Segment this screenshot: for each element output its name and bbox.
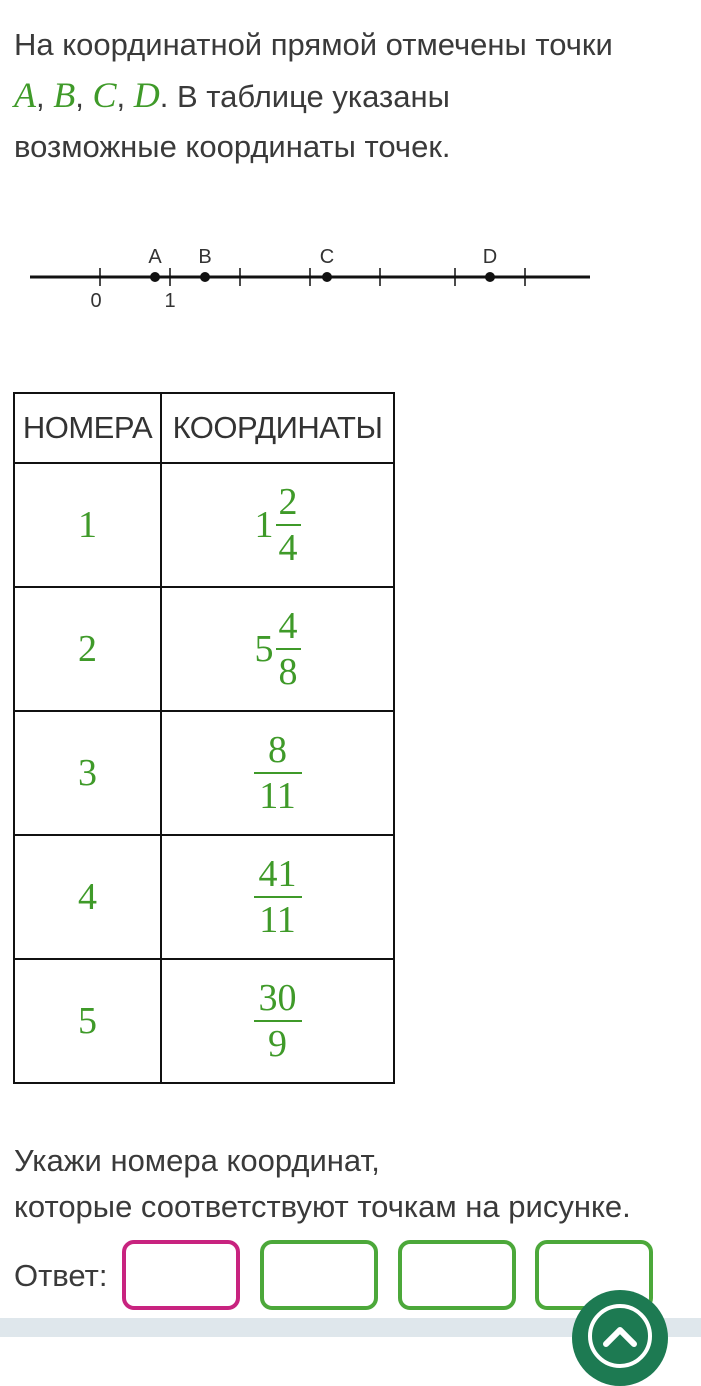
task-line-2: [14, 70, 684, 122]
separator: ,: [75, 79, 93, 114]
number-line: [0, 235, 701, 325]
point-a-label: A: [14, 75, 36, 115]
row-number: 1: [78, 504, 97, 546]
label-b: B: [198, 246, 212, 268]
whole-part: 5: [254, 628, 274, 670]
coordinate-cell: [161, 463, 394, 587]
table-row: [14, 463, 394, 587]
denominator: 11: [259, 899, 296, 941]
denominator: 4: [278, 527, 298, 569]
task-statement: [14, 20, 684, 172]
denominator: 9: [268, 1023, 287, 1065]
instruction: [14, 1138, 684, 1230]
fraction-value: [254, 728, 302, 818]
separator: ,: [116, 79, 134, 114]
scroll-up-button[interactable]: [572, 1290, 668, 1386]
row-number-cell: [14, 711, 161, 835]
header-coordinates: КООРДИНАТЫ: [161, 393, 394, 463]
zero-label: 0: [90, 290, 102, 312]
task-line-1: На координатной прямой отмечены точки: [14, 27, 613, 62]
answer-input-3[interactable]: [398, 1240, 516, 1310]
numerator: 41: [258, 853, 297, 895]
numerator: 30: [258, 977, 297, 1019]
chevron-up-icon: [586, 1302, 654, 1370]
row-number-cell: [14, 463, 161, 587]
table-row: [14, 711, 394, 835]
label-d: D: [482, 246, 498, 268]
fraction-value: [254, 852, 302, 942]
instruction-line-2: которые соответствуют точкам на рисунке.: [14, 1189, 631, 1224]
denominator: 8: [278, 651, 298, 693]
label-c: C: [319, 246, 335, 268]
numerator: 2: [278, 481, 298, 523]
task-line-2-rest: . В таблице указаны: [159, 79, 450, 114]
separator: ,: [36, 79, 54, 114]
row-number: 5: [78, 1000, 97, 1042]
answer-label: Ответ:: [14, 1258, 108, 1293]
row-number-cell: [14, 835, 161, 959]
row-number: 4: [78, 876, 97, 918]
task-line-3: возможные координаты точек.: [14, 129, 451, 164]
label-a: A: [148, 246, 162, 268]
numerator: 4: [278, 605, 298, 647]
answer-input-2[interactable]: [260, 1240, 378, 1310]
numerator: 8: [268, 729, 287, 771]
fraction: [254, 728, 302, 818]
coordinate-cell: [161, 711, 394, 835]
mixed-number: [255, 604, 301, 694]
coordinates-table: [13, 392, 395, 1084]
point-a: [150, 272, 160, 282]
fraction: [254, 976, 302, 1066]
one-label: 1: [164, 290, 176, 312]
table-row: [14, 835, 394, 959]
table-row: [14, 959, 394, 1083]
fraction: [254, 852, 302, 942]
point-c: [322, 272, 332, 282]
coordinate-cell: [161, 959, 394, 1083]
fraction: [276, 480, 301, 570]
point-d: [485, 272, 495, 282]
row-number-cell: [14, 587, 161, 711]
whole-part: 1: [254, 504, 274, 546]
instruction-line-1: Укажи номера координат,: [14, 1143, 380, 1178]
row-number: 2: [78, 628, 97, 670]
point-d-label: D: [133, 75, 160, 115]
coordinate-cell: [161, 835, 394, 959]
point-b-label: B: [53, 75, 76, 115]
mixed-number: [255, 480, 301, 570]
denominator: 11: [259, 775, 296, 817]
point-c-label: C: [92, 75, 117, 115]
table-header-row: [14, 393, 394, 463]
answer-input-1[interactable]: [122, 1240, 240, 1310]
fraction: [276, 604, 301, 694]
row-number-cell: [14, 959, 161, 1083]
row-number: 3: [78, 752, 97, 794]
coordinate-cell: [161, 587, 394, 711]
fraction-value: [254, 976, 302, 1066]
point-b: [200, 272, 210, 282]
table-row: [14, 587, 394, 711]
header-numbers: НОМЕРА: [14, 393, 161, 463]
